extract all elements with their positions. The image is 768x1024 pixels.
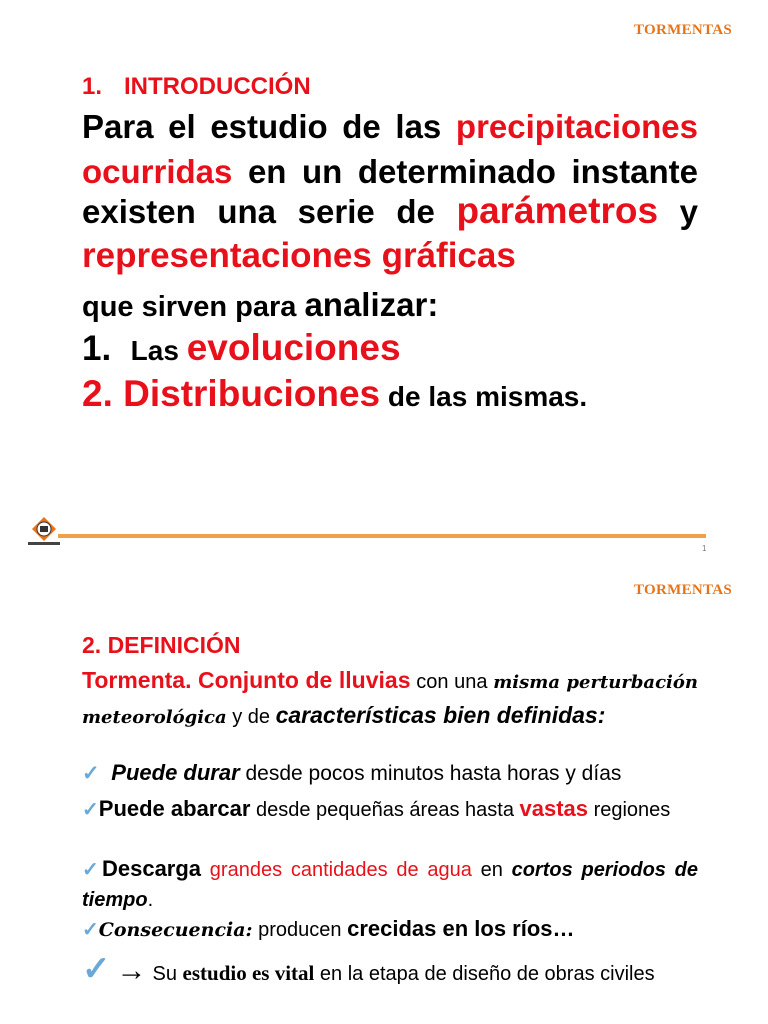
- page-number: 1: [702, 544, 707, 553]
- list-item-distribuciones: [82, 373, 698, 415]
- highlight-distribuciones: 2. Distribuciones: [82, 373, 381, 414]
- text-estudio-vital: estudio es vital: [182, 961, 315, 985]
- highlight-vastas: vastas: [519, 796, 589, 821]
- slide-header-tormentas: TORMENTAS: [634, 582, 732, 598]
- text-descarga: Descarga: [101, 856, 202, 881]
- text-run: .: [147, 889, 154, 911]
- bullet-estudio-vital: [82, 952, 698, 991]
- text-analizar: analizar:: [304, 286, 439, 323]
- arrow-right-icon: →: [116, 954, 147, 987]
- text-run: producen: [252, 919, 348, 941]
- highlight-parametros: parámetros: [456, 190, 659, 231]
- text-run: Las: [130, 335, 187, 366]
- slide-header-tormentas: TORMENTAS: [634, 22, 732, 38]
- text-puede-durar: Puede durar: [111, 760, 240, 785]
- checkmark-icon: ✓: [82, 799, 99, 821]
- checkmark-icon: ✓: [82, 859, 102, 881]
- text-run: que sirven para: [82, 291, 305, 323]
- intro-line-parametros: [82, 190, 698, 232]
- text-consecuencia: Consecuencia:: [98, 919, 253, 941]
- text-run: Su: [152, 963, 183, 985]
- text-run: en: [471, 859, 512, 881]
- list-number: 1.: [82, 329, 112, 368]
- text-run: en un determinado instante: [232, 153, 698, 190]
- intro-paragraph: [82, 104, 698, 194]
- heading-text: INTRODUCCIÓN: [124, 73, 311, 100]
- text-run: de las mismas.: [380, 381, 588, 412]
- text-run: Para el estudio de las: [82, 108, 456, 145]
- bullet-descarga: [82, 854, 698, 915]
- text-run: y: [658, 193, 698, 230]
- logo-icon: [26, 515, 62, 547]
- text-run: desde pequeñas áreas hasta: [250, 799, 520, 821]
- text-run: existen una serie de: [82, 193, 457, 230]
- intro-line-analizar: [82, 286, 698, 324]
- list-item-evoluciones: [82, 327, 698, 369]
- text-run: regiones: [588, 799, 671, 821]
- text-crecidas: crecidas en los ríos…: [347, 916, 575, 941]
- text-perturbacion: misma perturbación meteorológica: [82, 672, 698, 728]
- highlight-tormenta: Tormenta. Conjunto de lluvias: [82, 667, 411, 693]
- text-run: y de: [226, 706, 276, 728]
- highlight-grandes-cantidades: grandes cantidades de agua: [201, 859, 472, 881]
- highlight-precipitaciones: precipitaciones ocurridas: [82, 108, 698, 190]
- checkmark-icon: ✓: [82, 919, 99, 941]
- text-run: con una: [410, 671, 494, 693]
- checkmark-icon: ✓: [82, 950, 111, 988]
- section-heading: [82, 73, 698, 101]
- text-cortos-periodos: cortos periodos de tiempo: [82, 859, 699, 911]
- text-caracteristicas: características bien definidas: [275, 702, 598, 728]
- text-puede-abarcar: Puede abarcar: [98, 796, 251, 821]
- text-run: :: [597, 702, 606, 728]
- highlight-representaciones: representaciones gráficas: [82, 236, 516, 275]
- bullet-consecuencia: [82, 916, 698, 942]
- heading-number: 1.: [82, 73, 103, 100]
- slide-definicion: [0, 560, 768, 1024]
- slide-divider: [58, 534, 706, 538]
- highlight-evoluciones: evoluciones: [186, 327, 401, 368]
- bullet-puede-durar: [82, 760, 698, 786]
- checkmark-icon: ✓: [82, 762, 100, 785]
- section-heading: 2. DEFINICIÓN: [82, 632, 241, 658]
- bullet-puede-abarcar: [82, 794, 698, 825]
- text-run: desde pocos minutos hasta horas y días: [239, 762, 622, 785]
- text-run: en la etapa de diseño de obras civiles: [314, 963, 655, 985]
- definition-paragraph: [82, 664, 698, 734]
